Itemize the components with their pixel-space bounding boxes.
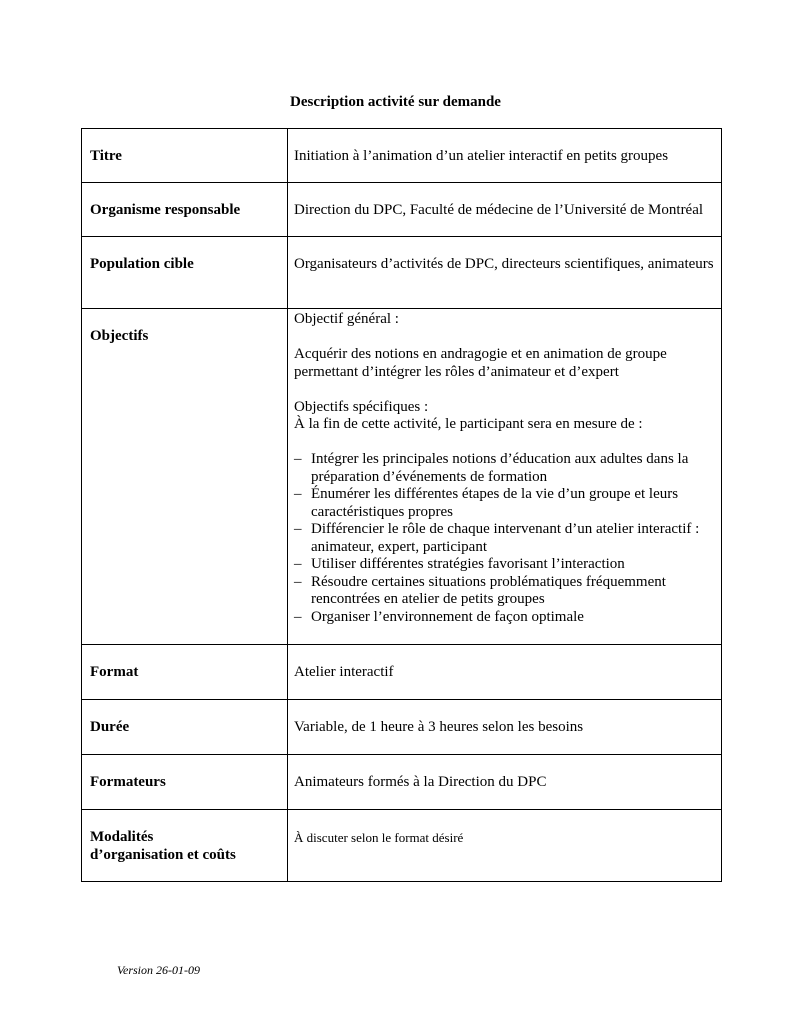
document-title: Description activité sur demande	[290, 94, 501, 110]
specific-objectives-heading: Objectifs spécifiques :	[294, 398, 429, 415]
dash-bullet: –	[294, 608, 302, 625]
row-label-modalites-line2: d’organisation et coûts	[90, 846, 236, 863]
dash-bullet: –	[294, 521, 302, 537]
row-label-population: Population cible	[82, 237, 288, 309]
dash-bullet: –	[294, 486, 302, 502]
activity-description-table	[81, 128, 722, 882]
row-label-formateurs: Formateurs	[82, 755, 288, 810]
list-item	[294, 609, 717, 627]
row-label-objectifs: Objectifs	[82, 309, 288, 645]
list-item	[294, 486, 717, 521]
row-value-duree: Variable, de 1 heure à 3 heures selon les besoins	[288, 700, 722, 755]
list-item	[294, 521, 717, 556]
table-row-objectifs	[82, 309, 722, 645]
dash-bullet: –	[294, 451, 302, 467]
row-label-format: Format	[82, 645, 288, 700]
general-objective-heading: Objectif général :	[294, 311, 399, 327]
list-item-text: Énumérer les différentes étapes de la vie d’un groupe et leurs caractéristiques propres	[311, 486, 679, 520]
table-row-organisme	[82, 183, 722, 237]
row-label-modalites-line1: Modalités	[90, 829, 154, 845]
row-value-population: Organisateurs d’activités de DPC, directeurs scientifiques, animateurs	[288, 237, 722, 309]
row-value-titre: Initiation à l’animation d’un atelier interactif en petits groupes	[288, 129, 722, 183]
version-footer: Version 26-01-09	[117, 963, 200, 977]
row-label-organisme: Organisme responsable	[82, 183, 288, 237]
specific-objectives-intro: À la fin de cette activité, le participant sera en mesure de :	[294, 416, 643, 432]
table-row-titre	[82, 129, 722, 183]
list-item	[294, 556, 717, 574]
dash-bullet: –	[294, 573, 302, 590]
table-row-modalites	[82, 810, 722, 882]
list-item-text: Utiliser différentes stratégies favorisant l’interaction	[311, 556, 625, 572]
table-row-duree	[82, 700, 722, 755]
row-value-format: Atelier interactif	[288, 645, 722, 700]
row-value-modalites: À discuter selon le format désiré	[288, 810, 722, 882]
list-item-text: Organiser l’environnement de façon optimale	[311, 608, 584, 625]
specific-objectives-list	[294, 451, 717, 626]
dash-bullet: –	[294, 556, 302, 572]
table-row-formateurs	[82, 755, 722, 810]
row-label-titre: Titre	[82, 129, 288, 183]
row-label-duree: Durée	[82, 700, 288, 755]
list-item-text: Résoudre certaines situations problématiques fréquemment rencontrées en atelier de petits groupes	[311, 573, 666, 607]
row-label-modalites	[82, 810, 288, 882]
general-objective-text: Acquérir des notions en andragogie et en animation de groupe permettant d’intégrer les rôles d’animateur et d’expert	[294, 346, 667, 380]
list-item-text: Intégrer les principales notions d’éducation aux adultes dans la préparation d’événements de formation	[311, 451, 689, 485]
list-item	[294, 451, 717, 486]
table-row-format	[82, 645, 722, 700]
list-item	[294, 574, 717, 609]
row-value-formateurs: Animateurs formés à la Direction du DPC	[288, 755, 722, 810]
row-value-organisme: Direction du DPC, Faculté de médecine de l’Université de Montréal	[288, 183, 722, 237]
list-item-text: Différencier le rôle de chaque intervenant d’un atelier interactif : animateur, expert, participant	[311, 521, 700, 555]
row-value-objectifs	[288, 309, 722, 645]
table-row-population	[82, 237, 722, 309]
